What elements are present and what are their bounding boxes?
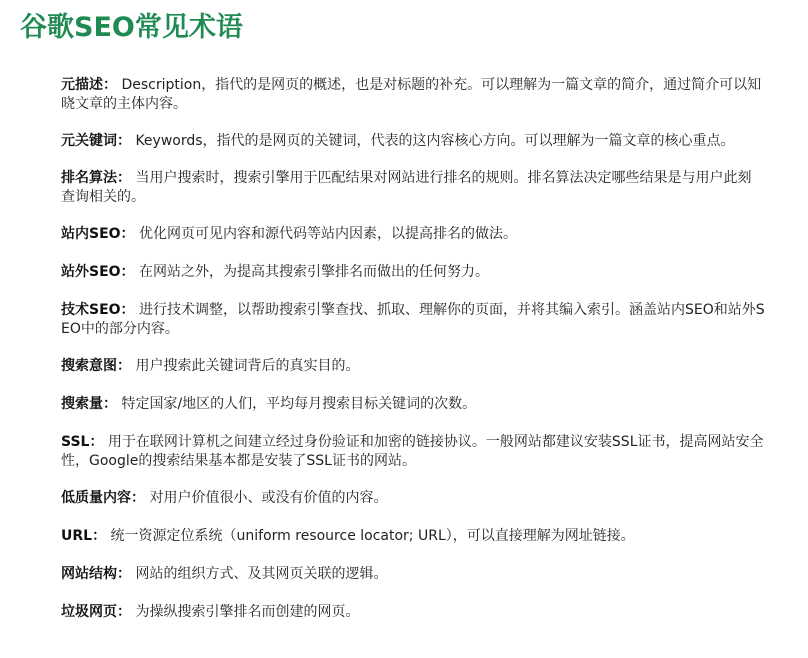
term-definition: 在网站之外，为提高其搜索引擎排名而做出的任何努力。 bbox=[139, 264, 490, 280]
term-name: 元描述： bbox=[61, 77, 117, 93]
term-name: 站内SEO： bbox=[61, 226, 135, 242]
term-entry bbox=[61, 603, 765, 622]
term-entry bbox=[61, 565, 765, 584]
term-definition: Keywords，指代的是网页的关键词，代表的这内容核心方向。可以理解为一篇文章的核心重点。 bbox=[135, 133, 735, 149]
term-entry bbox=[61, 301, 765, 339]
term-definition: 优化网页可见内容和源代码等站内因素，以提高排名的做法。 bbox=[139, 226, 518, 242]
term-entry bbox=[61, 76, 765, 114]
term-name: 站外SEO： bbox=[61, 264, 135, 280]
term-name: 技术SEO： bbox=[61, 302, 135, 318]
term-entry bbox=[61, 527, 765, 546]
term-name: URL： bbox=[61, 528, 107, 544]
term-name: 排名算法： bbox=[61, 170, 131, 186]
term-entry bbox=[61, 357, 765, 376]
term-name: 元关键词： bbox=[61, 133, 131, 149]
term-entry bbox=[61, 132, 765, 151]
term-entry bbox=[61, 395, 765, 414]
term-name: SSL： bbox=[61, 434, 104, 450]
term-name: 低质量内容： bbox=[61, 490, 145, 506]
term-name: 网站结构： bbox=[61, 566, 131, 582]
page-title: 谷歌SEO常见术语 bbox=[20, 12, 243, 43]
term-entry bbox=[61, 169, 765, 207]
term-definition: 为操纵搜索引擎排名而创建的网页。 bbox=[135, 604, 360, 620]
term-list bbox=[61, 76, 765, 641]
term-entry bbox=[61, 489, 765, 508]
term-entry bbox=[61, 225, 765, 244]
term-definition: Description，指代的是网页的概述，也是对标题的补充。可以理解为一篇文章的简介，通过简介可以知晓文章的主体内容。 bbox=[61, 77, 762, 112]
term-entry bbox=[61, 263, 765, 282]
term-name: 搜索意图： bbox=[61, 358, 131, 374]
term-definition: 对用户价值很小、或没有价值的内容。 bbox=[149, 490, 388, 506]
term-definition: 网站的组织方式、及其网页关联的逻辑。 bbox=[135, 566, 388, 582]
term-definition: 统一资源定位系统（uniform resource locator; URL），可以直接理解为网址链接。 bbox=[110, 528, 635, 544]
term-name: 搜索量： bbox=[61, 396, 117, 412]
term-name: 垃圾网页： bbox=[61, 604, 131, 620]
term-definition: 进行技术调整，以帮助搜索引擎查找、抓取、理解你的页面，并将其编入索引。涵盖站内SEO和站外SEO中的部分内容。 bbox=[61, 302, 765, 337]
term-definition: 用户搜索此关键词背后的真实目的。 bbox=[135, 358, 360, 374]
term-definition: 当用户搜索时，搜索引擎用于匹配结果对网站进行排名的规则。排名算法决定哪些结果是与用户此刻查询相关的。 bbox=[61, 170, 752, 205]
term-entry bbox=[61, 433, 765, 471]
term-definition: 特定国家/地区的人们，平均每月搜索目标关键词的次数。 bbox=[121, 396, 477, 412]
term-definition: 用于在联网计算机之间建立经过身份验证和加密的链接协议。一般网站都建议安装SSL证书，提高网站安全性，Google的搜索结果基本都是安装了SSL证书的网站。 bbox=[61, 434, 764, 469]
